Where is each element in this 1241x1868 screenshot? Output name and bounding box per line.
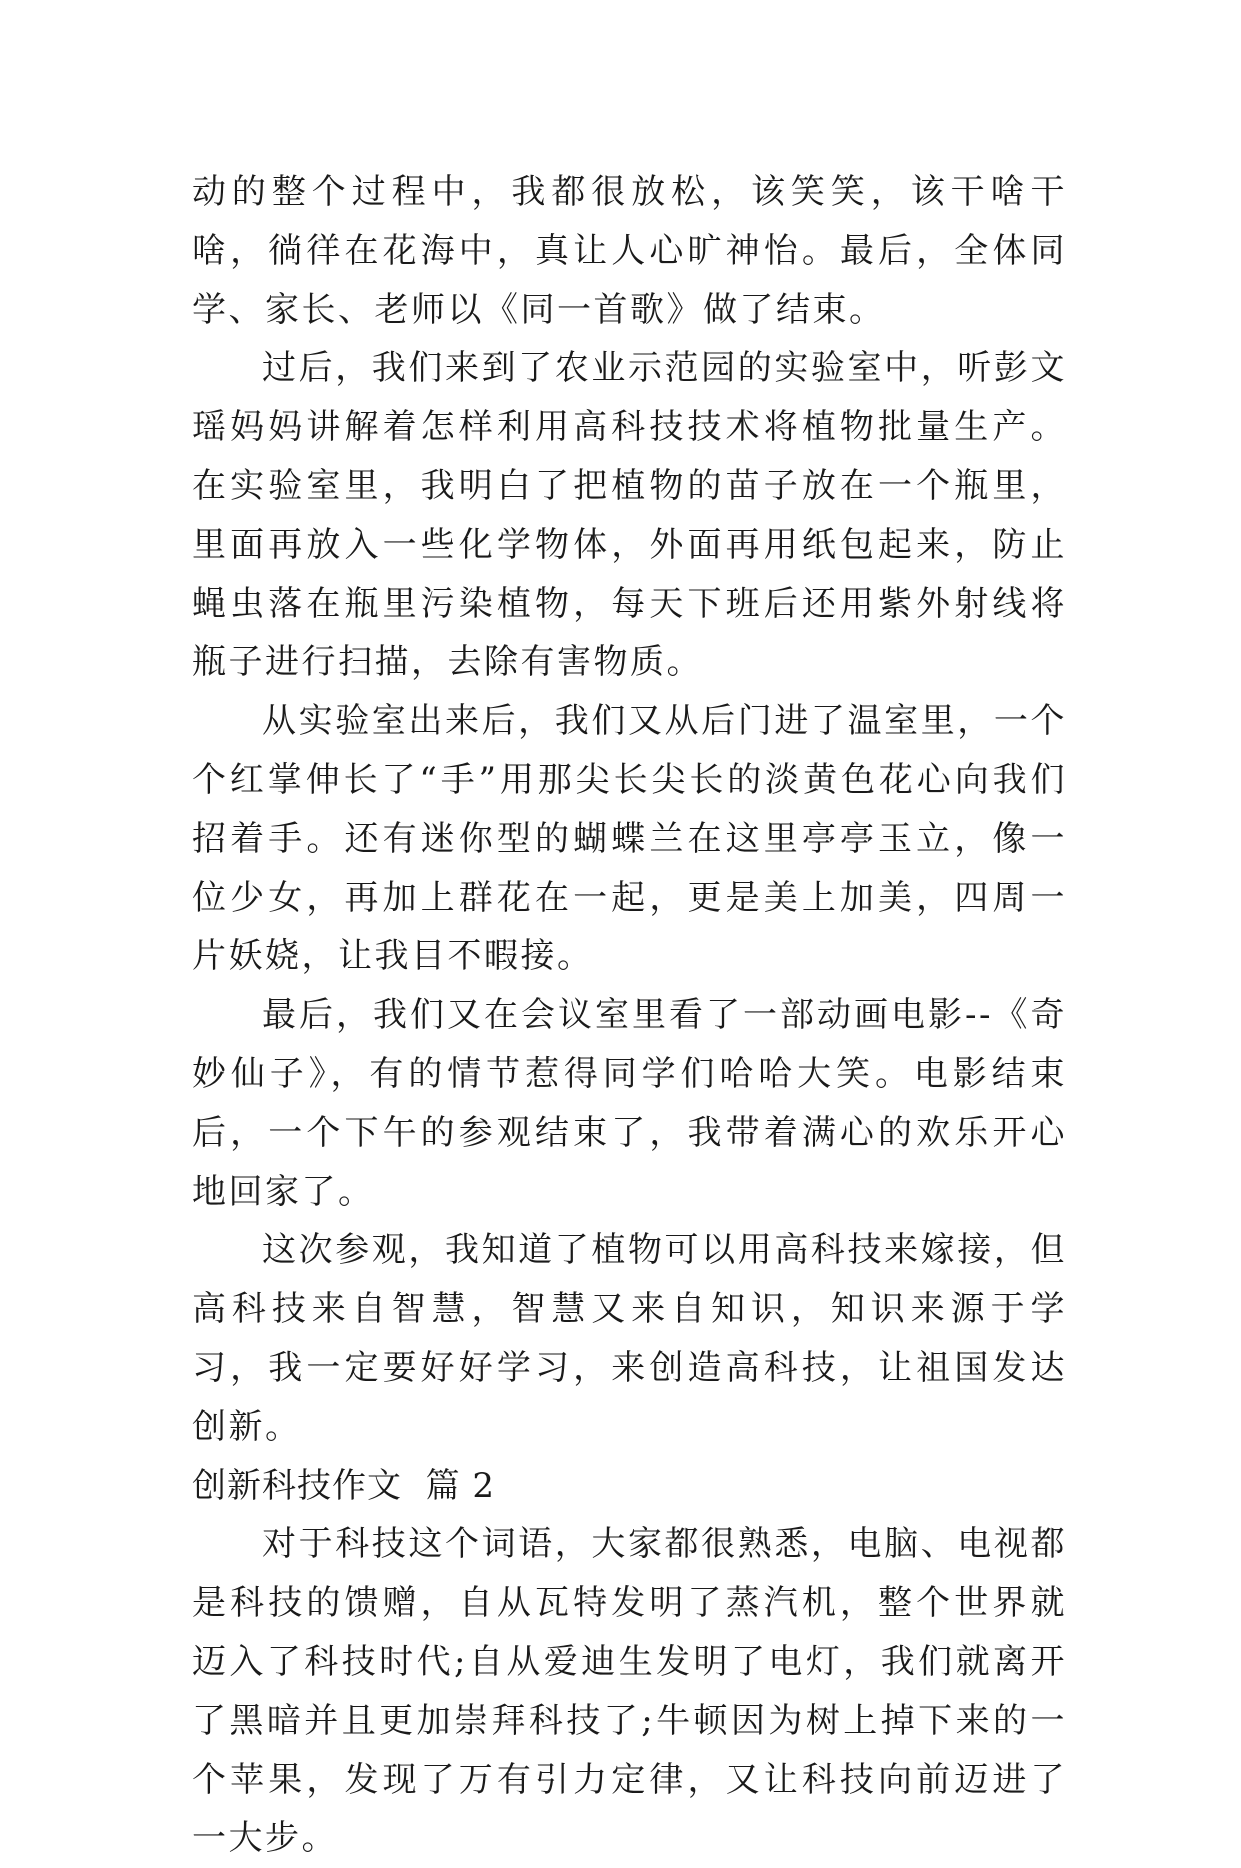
paragraph-conclusion: 这次参观，我知道了植物可以用高科技来嫁接，但高科技来自智慧，智慧又来自知识，知识来源于学习，我一定要好好学习，来创造高科技，让祖国发达创新。 <box>192 1230 1067 1447</box>
section-heading: 创新科技作文 篇 2 <box>192 1465 496 1506</box>
paragraph-movie: 最后，我们又在会议室里看了一部动画电影--《奇妙仙子》，有的情节惹得同学们哈哈大笑。电影结束后，一个下午的参观结束了，我带着满心的欢乐开心地回家了。 <box>192 995 1067 1212</box>
document-body <box>192 163 1067 1868</box>
paragraph-technology-intro: 对于科技这个词语，大家都很熟悉，电脑、电视都是科技的馈赠，自从瓦特发明了蒸汽机，整个世界就迈入了科技时代;自从爱迪生发明了电灯，我们就离开了黑暗并且更加崇拜科技了;牛顿因为树上掉下来的一个苹果，发现了万有引力定律，又让科技向前迈进了一大步。 <box>192 1524 1067 1859</box>
paragraph-greenhouse: 从实验室出来后，我们又从后门进了温室里，一个个红掌伸长了“手”用那尖长尖长的淡黄色花心向我们招着手。还有迷你型的蝴蝶兰在这里亭亭玉立，像一位少女，再加上群花在一起，更是美上加美，四周一片妖娆，让我目不暇接。 <box>192 701 1067 977</box>
paragraph-continued: 动的整个过程中，我都很放松，该笑笑，该干啥干啥，徜徉在花海中，真让人心旷神怡。最后，全体同学、家长、老师以《同一首歌》做了结束。 <box>192 172 1067 330</box>
paragraph-lab-visit: 过后，我们来到了农业示范园的实验室中，听彭文瑶妈妈讲解着怎样利用高科技技术将植物批量生产。在实验室里，我明白了把植物的苗子放在一个瓶里，里面再放入一些化学物体，外面再用纸包起来，防止蝇虫落在瓶里污染植物，每天下班后还用紫外射线将瓶子进行扫描，去除有害物质。 <box>192 348 1067 683</box>
